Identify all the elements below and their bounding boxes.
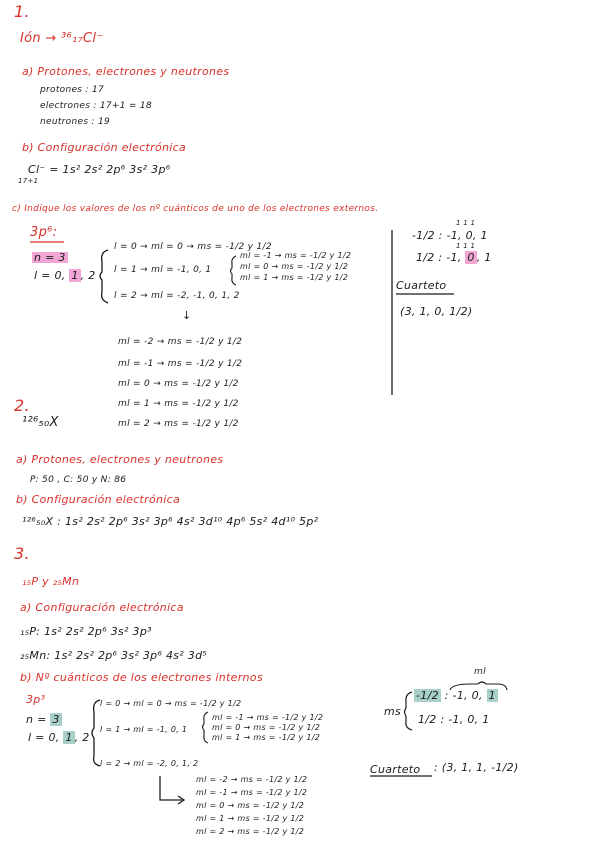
q3-a-title: a) Configuración electrónica [20, 601, 184, 614]
q3-ml-label: ml [474, 667, 486, 677]
q3-ms-row2: 1/2 : -1, 0, 1 [418, 713, 490, 726]
q1-neutrones: neutrones : 19 [40, 117, 111, 127]
q1-l1c: ml = 1 → ms = -1/2 y 1/2 [240, 273, 349, 282]
q1-config: Cl⁻ = 1s² 2s² 2p⁶ 3s² 3p⁶ [28, 163, 171, 176]
q3-l-label [28, 732, 90, 743]
q1-d2: ml = -1 → ms = -1/2 y 1/2 [118, 359, 243, 369]
q1-d1: ml = -2 → ms = -1/2 y 1/2 [118, 337, 243, 347]
q3-ms-row1-hi2: 1 [488, 689, 496, 702]
q1-a-title: a) Protones, electrones y neutrones [22, 65, 230, 78]
q3-n-pre: n = [26, 713, 51, 726]
q1-l2: l = 2 → ml = -2, -1, 0, 1, 2 [114, 291, 240, 301]
q1-number: 1. [14, 2, 30, 21]
q1-d4: ml = 1 → ms = -1/2 y 1/2 [118, 399, 239, 409]
q3-n-label [26, 714, 62, 725]
q3-n-hi: 3 [52, 713, 60, 726]
q3-b-title: b) Nº cuánticos de los electrones internos [20, 671, 263, 684]
q3-number: 3. [14, 544, 30, 563]
q1-l-label [34, 270, 96, 281]
q3-d3: ml = 0 → ms = -1/2 y 1/2 [196, 801, 305, 810]
q1-l1b: ml = 0 → ms = -1/2 y 1/2 [240, 262, 349, 271]
q3-d4: ml = 1 → ms = -1/2 y 1/2 [196, 814, 305, 823]
q2-pcn: P: 50 , C: 50 y N: 86 [30, 475, 127, 485]
q1-b-title: b) Configuración electrónica [22, 141, 187, 154]
q3-d5: ml = 2 → ms = -1/2 y 1/2 [196, 827, 305, 836]
q1-l-hi: 1 [71, 269, 79, 282]
q1-box-mid-nums: 1 1 1 [456, 242, 476, 250]
q3-elements: ₁₅P y ₂₅Mn [22, 575, 80, 588]
q1-box-row2-post: , 1 [476, 251, 492, 264]
q1-c-title: c) Indique los valores de los nº cuánticos de uno de los electrones externos. [12, 204, 379, 214]
q3-l1: l = 1 → ml = -1, 0, 1 [100, 725, 188, 734]
q1-d5: ml = 2 → ms = -1/2 y 1/2 [118, 419, 239, 429]
q1-l0: l = 0 → ml = 0 → ms = -1/2 y 1/2 [114, 242, 272, 252]
q3-ms-label: ms [384, 705, 402, 718]
q3-l-post: , 2 [74, 731, 90, 744]
q3-l-pre: l = 0, [28, 731, 64, 744]
q1-l1a: ml = -1 → ms = -1/2 y 1/2 [240, 251, 352, 260]
q3-l0: l = 0 → ml = 0 → ms = -1/2 y 1/2 [100, 699, 242, 708]
q1-box-row2-pre: 1/2 : -1, [416, 251, 466, 264]
q1-d3: ml = 0 → ms = -1/2 y 1/2 [118, 379, 239, 389]
q2-number: 2. [14, 396, 30, 415]
q2-config: ¹²⁶₅₀X : 1s² 2s² 2p⁶ 3s² 3p⁶ 4s² 3d¹⁰ 4p⁶ 5s² 4d¹⁰ 5p² [22, 515, 319, 528]
q1-box-row1: -1/2 : -1, 0, 1 [412, 229, 488, 242]
q1-ion: Ión → ³⁶₁₇Cl⁻ [20, 31, 104, 46]
q3-mn-config: ₂₅Mn: 1s² 2s² 2p⁶ 3s² 3p⁶ 4s² 3d⁵ [20, 649, 208, 662]
q2-isotope: ¹²⁶₅₀X [22, 415, 59, 430]
q3-ms-row1-text: : -1, 0, [440, 689, 487, 702]
q3-l1c: ml = 1 → ms = -1/2 y 1/2 [212, 733, 321, 742]
q1-l-pre: l = 0, [34, 269, 70, 282]
q3-sub-label: 3p³ [26, 693, 46, 706]
q3-cuarteto-value: : (3, 1, 1, -1/2) [434, 761, 519, 774]
q1-l1: l = 1 → ml = -1, 0, 1 [114, 265, 212, 275]
q1-box-top-nums: 1 1 1 [456, 219, 476, 227]
q2-a-title: a) Protones, electrones y neutrones [16, 453, 224, 466]
q1-l-post: , 2 [80, 269, 96, 282]
q1-down-arrow: ↓ [182, 309, 192, 322]
q3-l1b: ml = 0 → ms = -1/2 y 1/2 [212, 723, 321, 732]
q1-box-row2-hi: 0 [467, 251, 475, 264]
q3-cuarteto-label: Cuarteto [370, 763, 421, 776]
q3-l-hi: 1 [65, 731, 73, 744]
q3-d1: ml = -2 → ms = -1/2 y 1/2 [196, 775, 308, 784]
q1-protones: protones : 17 [40, 85, 104, 95]
q3-l1a: ml = -1 → ms = -1/2 y 1/2 [212, 713, 324, 722]
q3-p-config: ₁₅P: 1s² 2s² 2p⁶ 3s² 3p³ [20, 625, 152, 638]
q1-n-label: n = 3 [34, 251, 66, 264]
q3-l2: l = 2 → ml = -2, 0, 1, 2 [100, 759, 199, 768]
q1-cuarteto-label: Cuarteto [396, 279, 447, 292]
q2-b-title: b) Configuración electrónica [16, 493, 181, 506]
q3-ms-row1 [414, 690, 498, 701]
q3-d2: ml = -1 → ms = -1/2 y 1/2 [196, 788, 308, 797]
q1-box-row2 [416, 252, 492, 263]
q1-config-sub: 17+1 [18, 177, 39, 185]
q1-sub-label: 3p⁶: [30, 225, 58, 240]
q3-ms-row1-hi: -1/2 [416, 689, 439, 702]
q1-electrones: electrones : 17+1 = 18 [40, 101, 152, 111]
q1-cuarteto-value: (3, 1, 0, 1/2) [400, 305, 473, 318]
